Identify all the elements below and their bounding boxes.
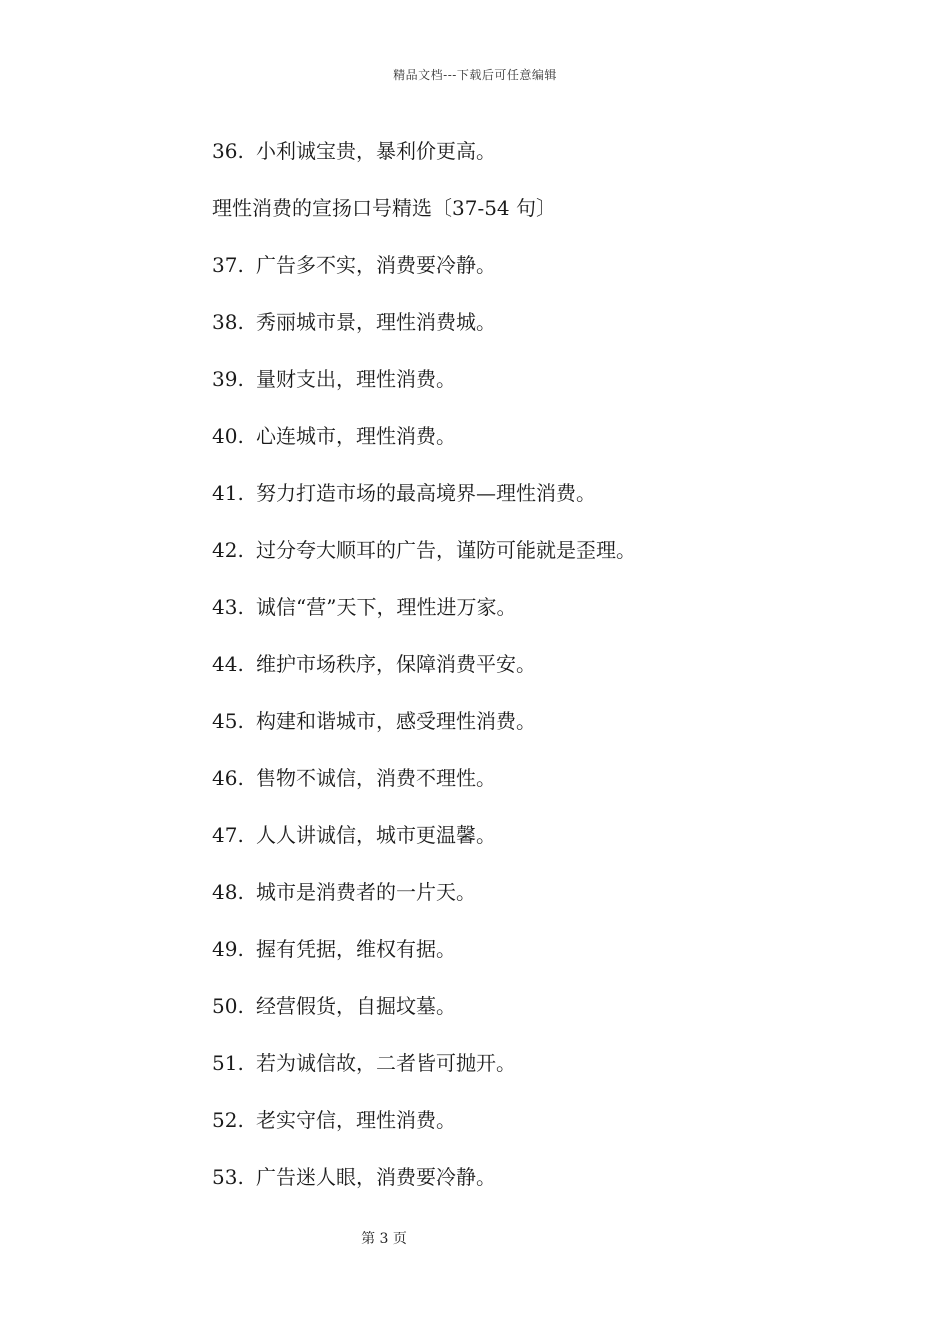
line-number: 47. <box>212 823 244 847</box>
line-text: 若为诚信故，二者皆可抛开。 <box>256 1051 516 1075</box>
page-header: 精品文档---下载后可任意编辑 <box>393 68 557 82</box>
line-text: 量财支出，理性消费。 <box>256 367 456 391</box>
slogan-line <box>212 250 892 307</box>
slogan-line <box>212 991 892 1048</box>
line-text: 维护市场秩序，保障消费平安。 <box>256 652 536 676</box>
line-number: 49. <box>212 937 244 961</box>
line-number: 53. <box>212 1165 244 1189</box>
line-number: 50. <box>212 994 244 1018</box>
line-text: 经营假货，自掘坟墓。 <box>256 994 456 1018</box>
line-number: 46. <box>212 766 244 790</box>
line-text: 努力打造市场的最高境界—理性消费。 <box>256 481 596 505</box>
line-text: 小利诚宝贵，暴利价更高。 <box>256 139 496 163</box>
slogan-line <box>212 1048 892 1105</box>
line-number: 40. <box>212 424 244 448</box>
line-number: 38. <box>212 310 244 334</box>
section-heading <box>212 193 892 250</box>
line-number: 44. <box>212 652 244 676</box>
slogan-line <box>212 649 892 706</box>
slogan-line <box>212 421 892 478</box>
line-number: 51. <box>212 1051 244 1075</box>
line-number: 39. <box>212 367 244 391</box>
line-number: 41. <box>212 481 244 505</box>
line-text: 过分夸大顺耳的广告，谨防可能就是歪理。 <box>256 538 636 562</box>
slogan-line <box>212 136 892 193</box>
slogan-line <box>212 364 892 421</box>
slogan-line <box>212 763 892 820</box>
line-text: 广告多不实，消费要冷静。 <box>256 253 496 277</box>
slogan-line <box>212 535 892 592</box>
slogan-line <box>212 820 892 877</box>
line-number: 36. <box>212 139 244 163</box>
line-number: 45. <box>212 709 244 733</box>
line-text: 城市是消费者的一片天。 <box>256 880 476 904</box>
line-number: 48. <box>212 880 244 904</box>
line-number: 43. <box>212 595 244 619</box>
slogan-line <box>212 877 892 934</box>
slogan-line <box>212 307 892 364</box>
page-number: 第 3 页 <box>361 1231 407 1247</box>
slogan-line <box>212 1162 892 1219</box>
line-number: 37. <box>212 253 244 277</box>
line-text: 售物不诚信，消费不理性。 <box>256 766 496 790</box>
line-text: 秀丽城市景，理性消费城。 <box>256 310 496 334</box>
line-number: 52. <box>212 1108 244 1132</box>
slogan-line <box>212 934 892 991</box>
line-text: 老实守信，理性消费。 <box>256 1108 456 1132</box>
line-text: 心连城市，理性消费。 <box>256 424 456 448</box>
document-body <box>212 136 892 1219</box>
line-text: 握有凭据，维权有据。 <box>256 937 456 961</box>
line-text: 构建和谐城市，感受理性消费。 <box>256 709 536 733</box>
section-heading-text: 理性消费的宣扬口号精选〔37-54 句〕 <box>212 196 557 220</box>
slogan-line <box>212 478 892 535</box>
slogan-line <box>212 1105 892 1162</box>
slogan-line <box>212 592 892 649</box>
line-text: 人人讲诚信，城市更温馨。 <box>256 823 496 847</box>
slogan-line <box>212 706 892 763</box>
line-text: 广告迷人眼，消费要冷静。 <box>256 1165 496 1189</box>
line-text: 诚信“营”天下，理性进万家。 <box>256 595 517 619</box>
line-number: 42. <box>212 538 244 562</box>
